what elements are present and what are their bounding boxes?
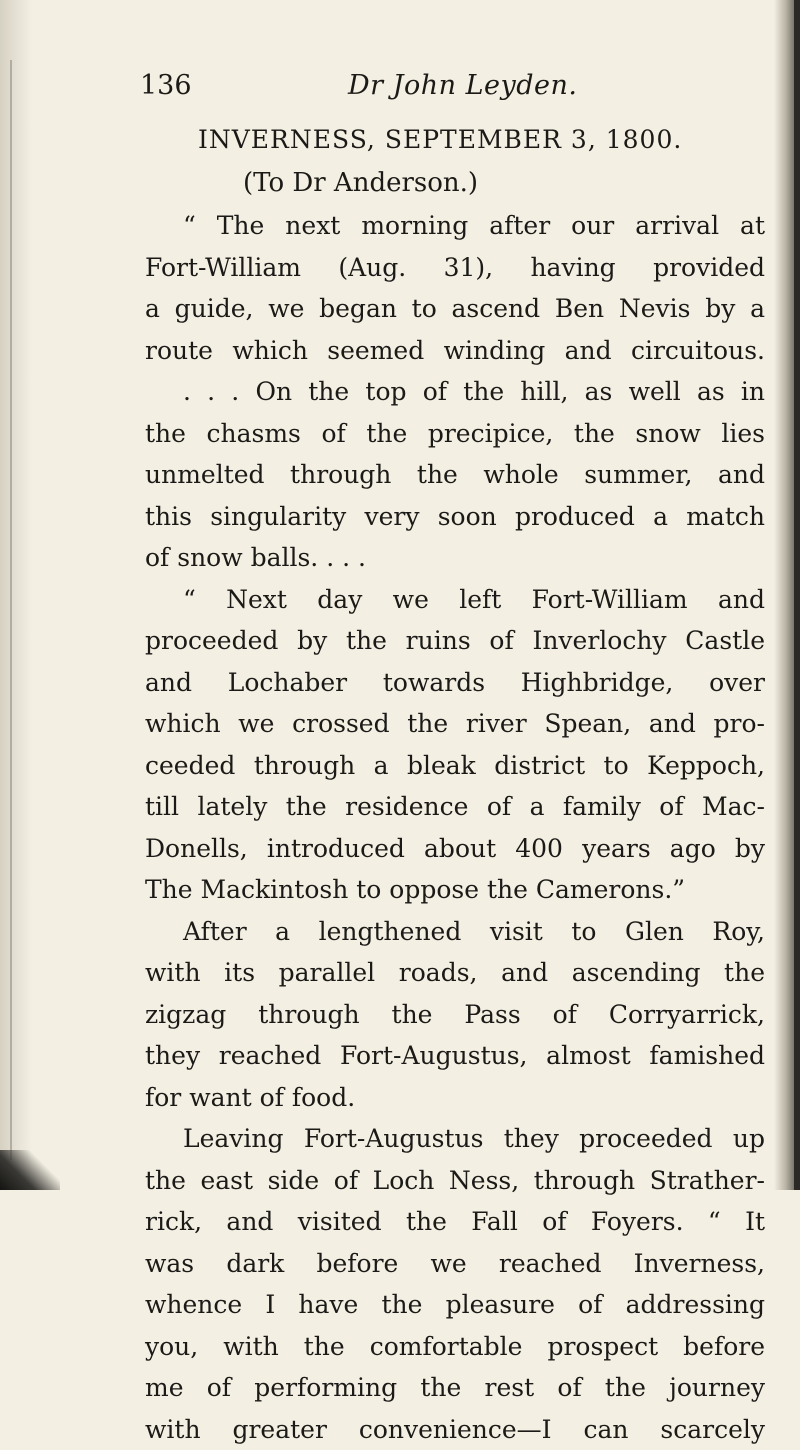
text-line: this singularity very soon produced a match: [145, 496, 765, 538]
text-line: zigzag through the Pass of Corryarrick,: [145, 994, 765, 1036]
scan-binding-edge: [0, 0, 32, 1190]
text-line: Donells, introduced about 400 years ago by: [145, 828, 765, 870]
text-line: unmelted through the whole summer, and: [145, 454, 765, 496]
page-number: 136: [140, 70, 192, 101]
text-line: “ The next morning after our arrival at: [145, 205, 765, 247]
body-text: [145, 205, 765, 1450]
text-line: with its parallel roads, and ascending the: [145, 952, 765, 994]
text-line: was dark before we reached Inverness,: [145, 1243, 765, 1285]
text-line: Fort-William (Aug. 31), having provided: [145, 247, 765, 289]
scan-right-edge: [774, 0, 800, 1190]
letter-salutation: (To Dr Anderson.): [243, 168, 478, 198]
text-line: till lately the residence of a family of Mac-: [145, 786, 765, 828]
text-line: they reached Fort-Augustus, almost famished: [145, 1035, 765, 1077]
text-line: . . . On the top of the hill, as well as in: [145, 371, 765, 413]
text-line: which we crossed the river Spean, and pro-: [145, 703, 765, 745]
text-line: After a lengthened visit to Glen Roy,: [145, 911, 765, 953]
text-line: “ Next day we left Fort-William and: [145, 579, 765, 621]
text-line: of snow balls. . . .: [145, 537, 765, 579]
text-line: you, with the comfortable prospect before: [145, 1326, 765, 1368]
page-header: [140, 70, 740, 110]
text-line: The Mackintosh to oppose the Camerons.”: [145, 869, 765, 911]
running-title: Dr John Leyden.: [348, 70, 577, 101]
text-line: the chasms of the precipice, the snow lies: [145, 413, 765, 455]
text-line: proceeded by the ruins of Inverlochy Castle: [145, 620, 765, 662]
text-line: rick, and visited the Fall of Foyers. “ It: [145, 1201, 765, 1243]
text-line: and Lochaber towards Highbridge, over: [145, 662, 765, 704]
text-line: Leaving Fort-Augustus they proceeded up: [145, 1118, 765, 1160]
text-line: whence I have the pleasure of addressing: [145, 1284, 765, 1326]
text-line: with greater convenience—I can scarcely: [145, 1409, 765, 1450]
text-line: ceeded through a bleak district to Keppoch,: [145, 745, 765, 787]
text-line: a guide, we began to ascend Ben Nevis by a: [145, 288, 765, 330]
text-line: for want of food.: [145, 1077, 765, 1119]
text-line: me of performing the rest of the journey: [145, 1367, 765, 1409]
text-line: route which seemed winding and circuitous.: [145, 330, 765, 372]
text-line: the east side of Loch Ness, through Strather-: [145, 1160, 765, 1202]
scan-corner-shadow: [0, 1150, 60, 1190]
letter-dateline: INVERNESS, SEPTEMBER 3, 1800.: [198, 125, 758, 154]
